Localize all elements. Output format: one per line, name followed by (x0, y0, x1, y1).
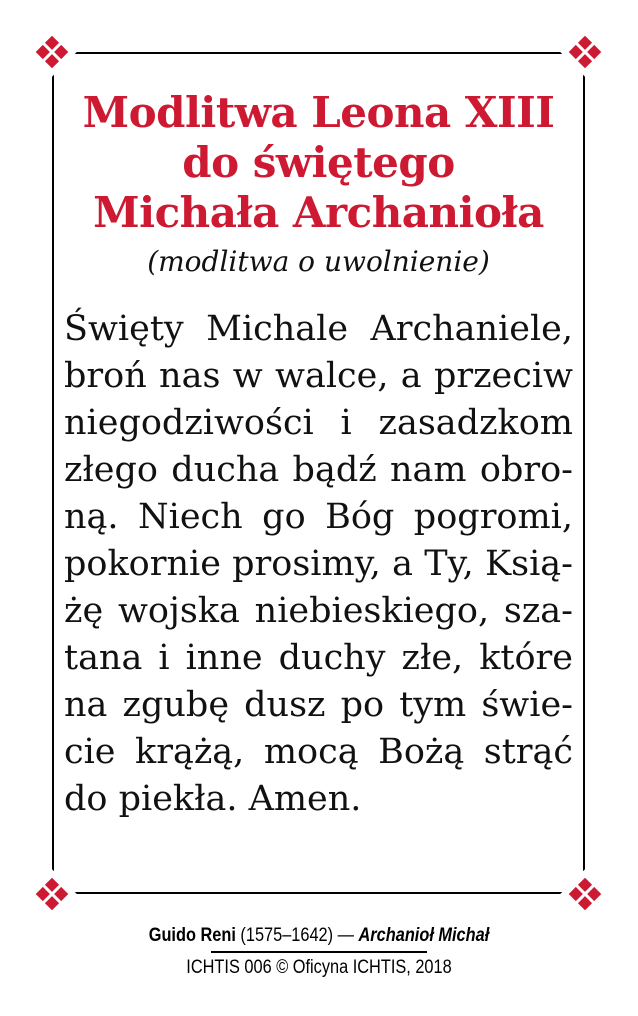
prayer-body-line: pokornie prosimy, a Ty, Ksią- (64, 544, 573, 584)
prayer-body-line: niegodziwości i zasadzkom (64, 403, 573, 443)
artist-years-separator: (1575–1642) — (235, 925, 359, 946)
prayer-body-line: cie krążą, mocą Bożą strąć (64, 732, 573, 772)
publisher-credit: ICHTIS 006 © Oficyna ICHTIS, 2018 (186, 957, 452, 978)
prayer-body-line: złego ducha bądź nam obro- (64, 450, 573, 490)
diamond-cluster-icon (36, 36, 69, 69)
prayer-subtitle: (modlitwa o uwolnienie) (147, 245, 490, 278)
artwork-title: Archanioł Michał (358, 925, 490, 946)
diamond-cluster-icon (569, 36, 602, 69)
prayer-body-line: do piekła. Amen. (64, 779, 362, 819)
prayer-body-line: ną. Niech go Bóg pogromi, (64, 497, 573, 537)
artist-name: Guido Reni (148, 925, 236, 946)
footer-credits (0, 924, 638, 980)
prayer-title-line: Michała Archanioła (93, 188, 544, 237)
prayer-body-line: broń nas w walce, a przeciw (64, 356, 573, 396)
prayer-body-line: Święty Michale Archaniele, (64, 309, 573, 349)
prayer-body-line: tana i inne duchy złe, które (64, 638, 573, 678)
prayer-title-line: Modlitwa Leona XIII (82, 88, 555, 137)
prayer-body (64, 306, 573, 823)
diamond-cluster-icon (569, 878, 602, 911)
prayer-body-line: żę wojska niebieskiego, sza- (64, 591, 573, 631)
artwork-credit (45, 924, 594, 948)
card-frame (52, 52, 585, 894)
prayer-title (60, 88, 577, 238)
diamond-cluster-icon (36, 878, 69, 911)
prayer-title-line: do świętego (182, 138, 455, 187)
divider-rule (211, 951, 427, 953)
prayer-body-line: na zgubę dusz po tym świe- (64, 685, 573, 725)
